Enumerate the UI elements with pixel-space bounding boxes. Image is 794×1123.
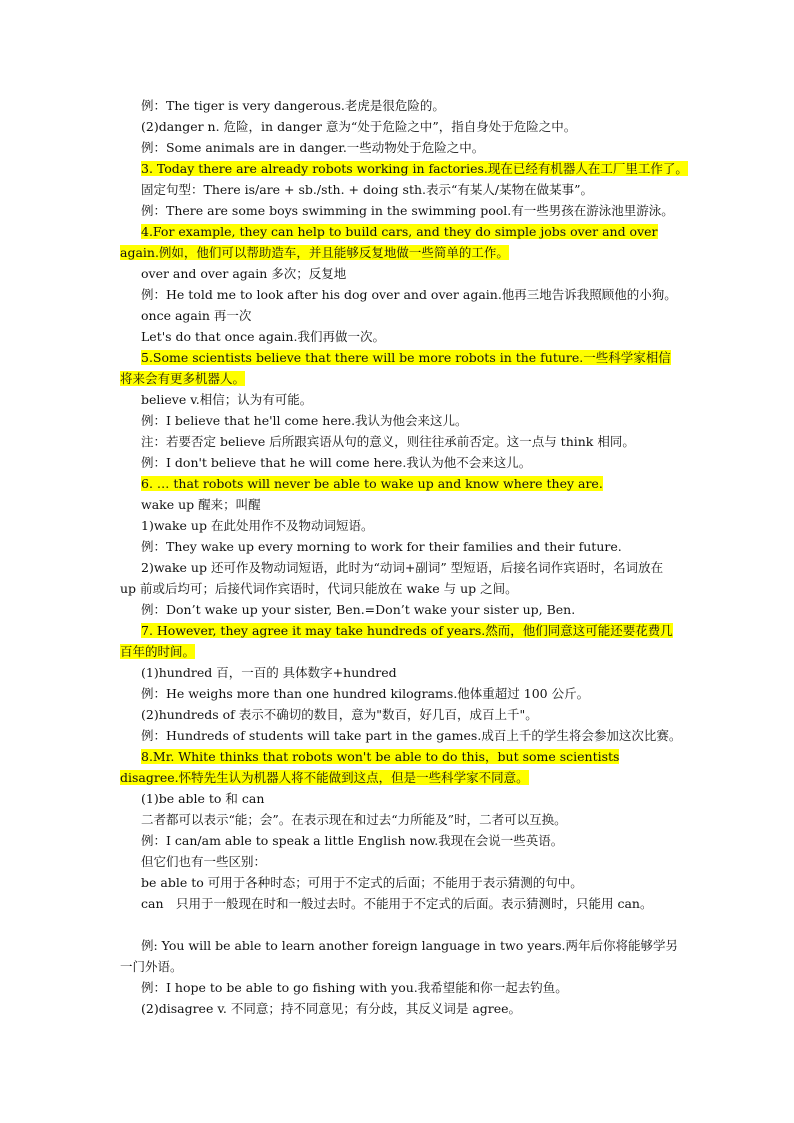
line-text: can 只用于一般现在时和一般过去时。不能用于不定式的后面。表示猜测时，只能用 can。 bbox=[141, 896, 653, 911]
line-text: (2)danger n. 危险，in danger 意为“处于危险之中”，指自身处于危险之中。 bbox=[141, 119, 577, 134]
line-text: 例: You will be able to learn another foreign language in two years.两年后你将能够学另一门外语。 bbox=[120, 938, 679, 974]
line-text: 2)wake up 还可作及物动词短语，此时为“动词+副词” 型短语，后接名词作宾语时，名词放在 up 前或后均可；后接代词作宾语时，代词只能放在 wake 与 up 之间。 bbox=[120, 560, 664, 596]
line-text: 例：Hundreds of students will take part in the games.成百上千的学生将会参加这次比赛。 bbox=[141, 728, 682, 743]
line-text: over and over again 多次；反复地 bbox=[141, 266, 347, 281]
line-text: 例：Don’t wake up your sister, Ben.=Don’t wake your sister up, Ben. bbox=[141, 602, 576, 617]
text-line bbox=[120, 95, 680, 116]
line-text: 注：若要否定 believe 后所跟宾语从句的意义，则往往承前否定。这一点与 think 相同。 bbox=[141, 434, 635, 449]
line-text: 4.For example, they can help to build cars, and they do simple jobs over and over again.例如，他们可以帮助造车，并且能够反复地做一些简单的工作。 bbox=[120, 224, 658, 260]
text-line bbox=[120, 452, 680, 473]
text-line bbox=[120, 830, 680, 851]
highlighted-line bbox=[120, 620, 680, 662]
text-line bbox=[120, 977, 680, 998]
line-text: (2)hundreds of 表示不确切的数目，意为"数百，好几百，成百上千"。 bbox=[141, 707, 538, 722]
text-line bbox=[120, 683, 680, 704]
line-text: 固定句型：There is/are + sb./sth. + doing sth.表示“有某人/某物在做某事”。 bbox=[141, 182, 593, 197]
line-text: 二者都可以表示“能；会”。在表示现在和过去“力所能及”时，二者可以互换。 bbox=[141, 812, 567, 827]
text-line bbox=[120, 200, 680, 221]
line-text: 例：They wake up every morning to work for their families and their future. bbox=[141, 539, 622, 554]
text-line bbox=[120, 893, 680, 935]
line-text: 例：He weighs more than one hundred kilograms.他体重超过 100 公斤。 bbox=[141, 686, 590, 701]
line-text: 例：The tiger is very dangerous.老虎是很危险的。 bbox=[141, 98, 445, 113]
text-line bbox=[120, 515, 680, 536]
line-text: 8.Mr. White thinks that robots won't be able to do this，but some scientists disagree.怀特先生认为机器人将不能做到这点，但是一些科学家不同意。 bbox=[120, 749, 620, 785]
line-text: 例：I don't believe that he will come here.我认为他不会来这儿。 bbox=[141, 455, 532, 470]
highlighted-line bbox=[120, 473, 680, 494]
line-text: (1)hundred 百，一百的 具体数字+hundred bbox=[141, 665, 397, 680]
line-text: 但它们也有一些区别： bbox=[141, 854, 267, 869]
line-text: (2)disagree v. 不同意；持不同意见；有分歧，其反义词是 agree。 bbox=[141, 1001, 522, 1016]
line-text: 例：There are some boys swimming in the swimming pool.有一些男孩在游泳池里游泳。 bbox=[141, 203, 674, 218]
text-line bbox=[120, 704, 680, 725]
text-line bbox=[120, 410, 680, 431]
text-line bbox=[120, 305, 680, 326]
document-body bbox=[120, 95, 688, 1019]
text-line bbox=[120, 872, 680, 893]
highlighted-line bbox=[120, 158, 688, 179]
text-line bbox=[120, 431, 680, 452]
line-text: 5.Some scientists believe that there will be more robots in the future.一些科学家相信将来会有更多机器人。 bbox=[120, 350, 671, 386]
line-text: 3. Today there are already robots working in factories.现在已经有机器人在工厂里工作了。 bbox=[141, 161, 688, 176]
highlighted-line bbox=[120, 221, 680, 263]
line-text: believe v.相信；认为有可能。 bbox=[141, 392, 313, 407]
line-text: (1)be able to 和 can bbox=[141, 791, 265, 806]
line-text: 例：I believe that he'll come here.我认为他会来这儿。 bbox=[141, 413, 468, 428]
line-text: once again 再一次 bbox=[141, 308, 252, 323]
line-text: be able to 可用于各种时态；可用于不定式的后面；不能用于表示猜测的句中。 bbox=[141, 875, 583, 890]
highlighted-line bbox=[120, 347, 680, 389]
text-line bbox=[120, 599, 680, 620]
line-text: 例：He told me to look after his dog over and over again.他再三地告诉我照顾他的小狗。 bbox=[141, 287, 677, 302]
text-line bbox=[120, 179, 680, 200]
text-line bbox=[120, 725, 680, 746]
line-text: wake up 醒来；叫醒 bbox=[141, 497, 261, 512]
text-line bbox=[120, 935, 680, 977]
text-line bbox=[120, 788, 680, 809]
line-text: 例：I hope to be able to go fishing with you.我希望能和你一起去钓鱼。 bbox=[141, 980, 568, 995]
line-text: 6. … that robots will never be able to wake up and know where they are. bbox=[141, 476, 603, 491]
text-line bbox=[120, 326, 680, 347]
line-text: 7. However, they agree it may take hundreds of years.然而，他们同意这可能还要花费几百年的时间。 bbox=[120, 623, 673, 659]
highlighted-line bbox=[120, 746, 680, 788]
text-line bbox=[120, 263, 680, 284]
line-text: 例：Some animals are in danger.一些动物处于危险之中。 bbox=[141, 140, 485, 155]
text-line bbox=[120, 389, 680, 410]
text-line bbox=[120, 284, 680, 305]
text-line bbox=[120, 809, 680, 830]
text-line bbox=[120, 998, 680, 1019]
line-text: Let's do that once again.我们再做一次。 bbox=[141, 329, 385, 344]
text-line bbox=[120, 557, 680, 599]
text-line bbox=[120, 137, 680, 158]
text-line bbox=[120, 494, 680, 515]
text-line bbox=[120, 116, 680, 137]
text-line bbox=[120, 662, 680, 683]
text-line bbox=[120, 851, 680, 872]
line-text: 例：I can/am able to speak a little English now.我现在会说一些英语。 bbox=[141, 833, 564, 848]
text-line bbox=[120, 536, 680, 557]
line-text: 1)wake up 在此处用作不及物动词短语。 bbox=[141, 518, 374, 533]
